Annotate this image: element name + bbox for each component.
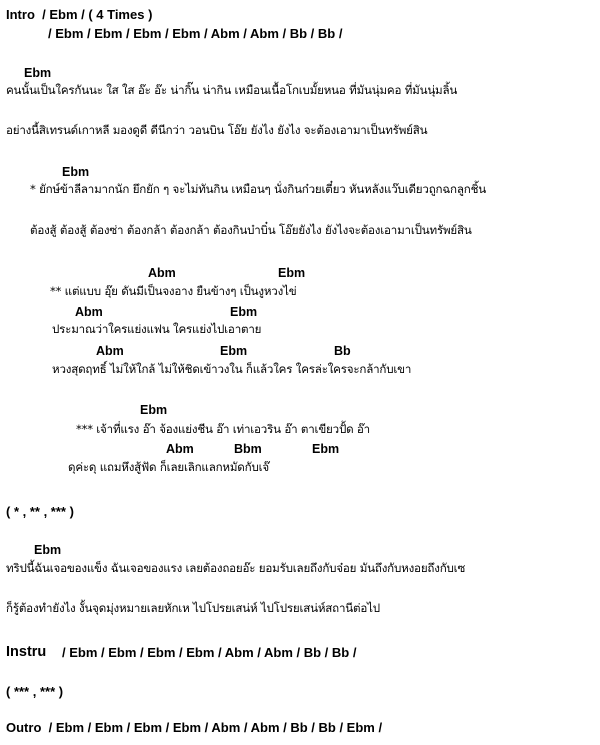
lyric-line: ก็รู้ต้องทำยังไง งั้นจุดมุ่งหมายเลยหักเห ไปโปรยเสน่ห์ ไปโปรยเสน่ห์สถานีต่อไป xyxy=(6,601,380,615)
lyric-line: ดุค่ะดุ แถมหึงสู้ฟัด ก็เลยเลิกแลกหมัดกับเจ๊ xyxy=(68,460,269,474)
chord: Abm xyxy=(148,266,176,280)
chord: Ebm xyxy=(34,543,62,557)
chord: Ebm xyxy=(278,266,306,280)
chord: Abm xyxy=(75,305,103,319)
instru-progression: / Ebm / Ebm / Ebm / Ebm / Abm / Abm / Bb / Bb / xyxy=(62,645,357,660)
lyric-line: คนนั้นเป็นใครกันนะ ใส ใส อ๊ะ อ๊ะ น่ากิ๊น น่ากิน เหมือนเนื้อโกเบมั้ยหนอ ที่มันนุ่มคอ ที่มันนุ่มลิ้น xyxy=(6,83,458,97)
chord: Bb xyxy=(334,344,351,358)
chord: Ebm xyxy=(312,442,340,456)
repeat-marker: ( *** , *** ) xyxy=(6,684,64,699)
intro-heading: Intro / Ebm / ( 4 Times ) xyxy=(6,7,153,22)
intro-progression: / Ebm / Ebm / Ebm / Ebm / Abm / Abm / Bb / Bb / xyxy=(48,26,343,41)
chord: Abm xyxy=(96,344,124,358)
lyric-line: ** แต่แบบ อุ๊ย ดันมีเป็นจงอาง ยืนข้างๆ เป็นงูหวงไข่ xyxy=(50,284,297,298)
chord: Ebm xyxy=(230,305,258,319)
lyric-line: หวงสุดฤทธิ์ ไม่ให้ใกล้ ไม่ให้ชิดเข้าวงใน ก็แล้วใคร ใครล่ะใครจะกล้ากับเขา xyxy=(52,362,412,376)
lyric-line: อย่างนี้สิเทรนด์เกาหลี มองดูดี ดีนีกว่า วอนบิน โอ๊ย ยังไง ยังไง จะต้องเอามาเป็นทรัพย์สิน xyxy=(6,123,428,137)
chord: Ebm xyxy=(24,66,52,80)
chord: Ebm xyxy=(140,403,168,417)
outro-progression: Outro / Ebm / Ebm / Ebm / Ebm / Abm / Abm / Bb / Bb / Ebm / xyxy=(6,720,383,735)
repeat-marker: ( * , ** , *** ) xyxy=(6,504,74,519)
lyric-line: *** เจ้าที่แรง อ๊า จ้องแย่งชีน อ๊า เท่าเอวริน อ๊า ตาเขียวปั้ด อ๊า xyxy=(76,422,370,436)
lyric-line: ทริปนี้ฉันเจอของแข็ง ฉันเจอของแรง เลยต้องถอยอ๊ะ ยอมรับเลยถึงกับจ๋อย มันถึงกับหงอยถึงกับเซ xyxy=(6,561,466,575)
lyric-line: ต้องสู้ ต้องสู้ ต้องซ่า ต้องกล้า ต้องกล้า ต้องกินบ๋าบิ๋น โอ๊ยยังไง ยังไงจะต้องเอามาเป็นทรัพย์สิน xyxy=(30,223,472,237)
chord: Ebm xyxy=(62,165,90,179)
lyric-line: ประมาณว่าใครแย่งแฟน ใครแย่งไปเอาตาย xyxy=(52,322,262,336)
chord: Ebm xyxy=(220,344,248,358)
instru-label: Instru xyxy=(6,644,47,660)
chord: Bbm xyxy=(234,442,262,456)
lyric-line: * ยักษ์ข้าลีลามากนัก ยึกยัก ๆ จะไม่ทันกิน เหมือนๆ นั่งกินก๋วยเตี๋ยว หันหลังแว๊บเดียวถูกฉกลูกชิ้น xyxy=(30,182,486,196)
chord: Abm xyxy=(166,442,194,456)
